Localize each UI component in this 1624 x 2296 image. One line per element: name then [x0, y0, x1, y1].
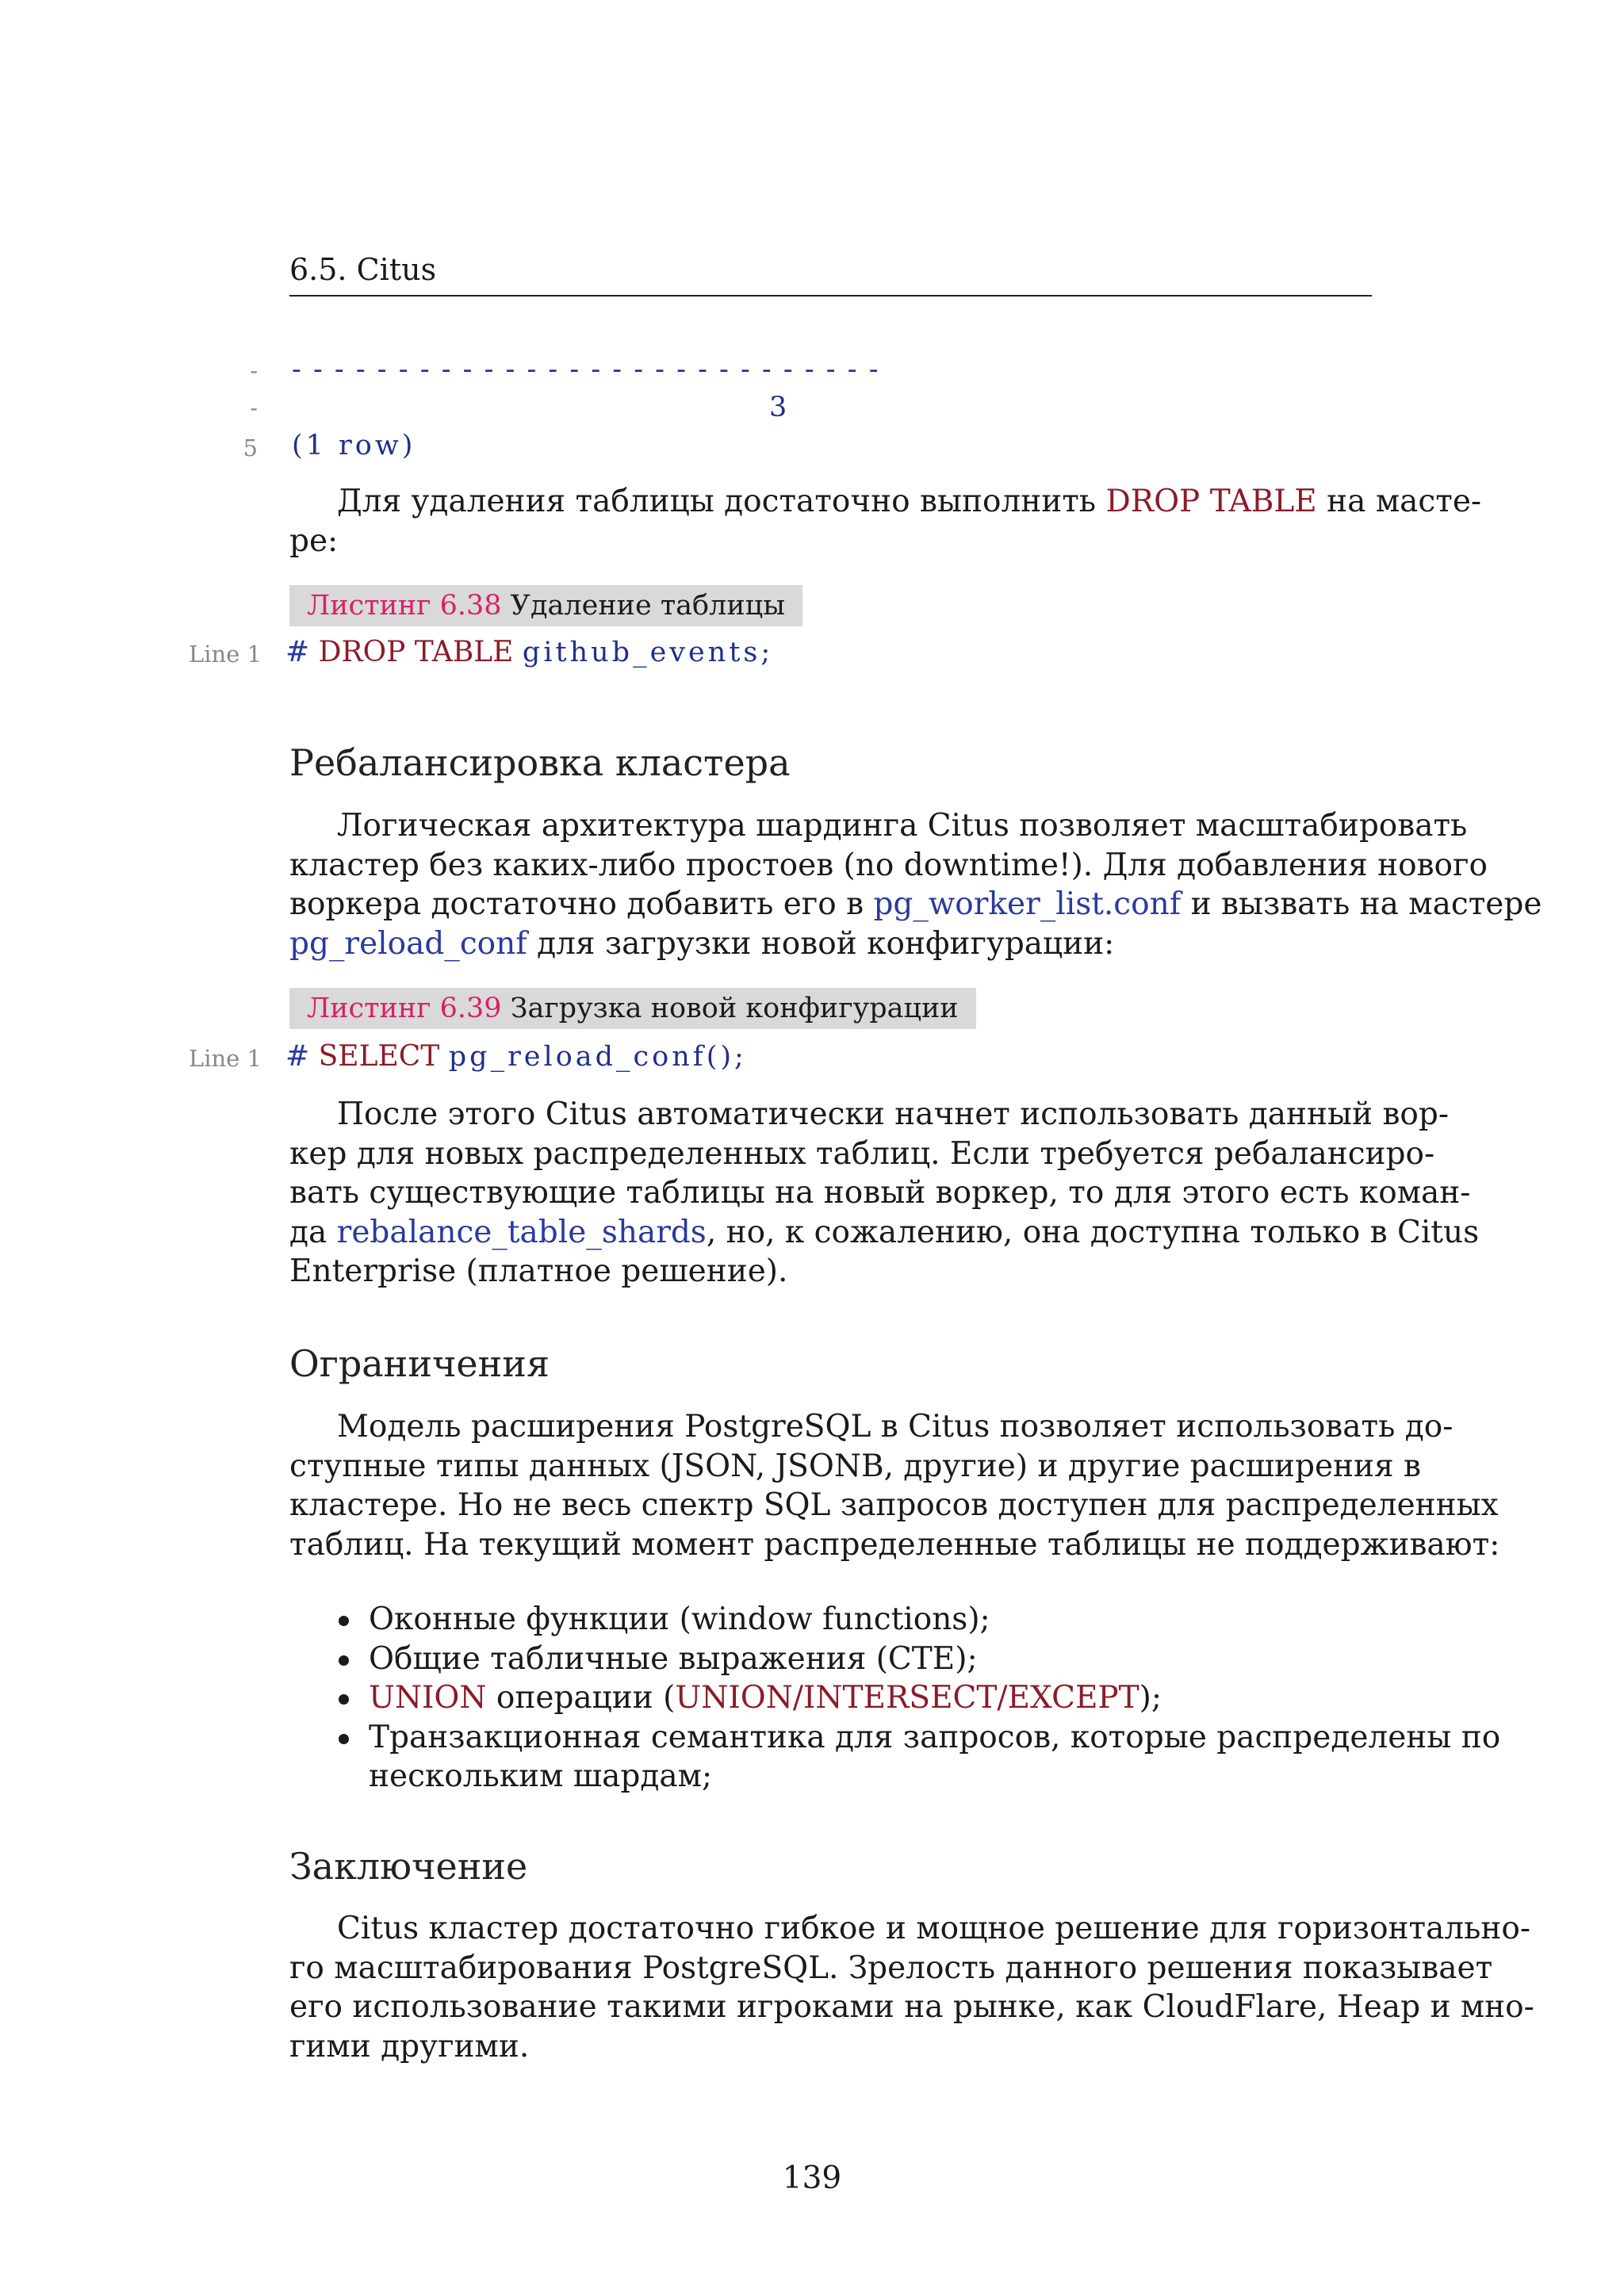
listing-label: Листинг 6.39	[307, 993, 502, 1024]
code-line-select-reload: # SELECT pg_reload_conf();	[285, 1040, 747, 1073]
paragraph-conclusion: Citus кластер достаточно гибкое и мощное решение для горизонтально- го масштабирования PostgreSQL. Зрелость данного решения показывает его использование такими игроками на рынке, как CloudFlare, Heap и мно- гими другими.	[289, 1911, 1534, 2064]
list-item: Оконные функции (window functions);	[289, 1600, 1372, 1640]
listing-label: Листинг 6.38	[307, 590, 502, 622]
inline-code-drop-table: DROP TABLE	[1105, 484, 1317, 519]
gutter-line-number: 5	[243, 434, 258, 461]
section-heading-rebalance: Ребалансировка кластера	[289, 741, 791, 784]
code-line-drop-table: # DROP TABLE github_events;	[285, 636, 774, 668]
header-rule	[289, 295, 1372, 297]
bullet-icon	[339, 1694, 349, 1705]
list-item: UNION операции (UNION/INTERSECT/EXCEPT);	[289, 1678, 1372, 1718]
ref-pg-reload-conf[interactable]: pg_reload_conf	[289, 925, 527, 962]
result-value: 3	[769, 392, 791, 423]
running-header-title: 6.5. Citus	[289, 252, 437, 287]
section-heading-limits: Ограничения	[289, 1342, 550, 1385]
paragraph-drop-table: Для удаления таблицы достаточно выполнить DROP TABLE на масте- ре:	[289, 484, 1482, 559]
bullet-icon	[339, 1734, 349, 1744]
code-gutter-line-1: Line 1	[188, 641, 262, 668]
listing-caption-6-38: Листинг 6.38 Удаление таблицы	[289, 585, 802, 626]
gutter-dash: -	[250, 357, 258, 384]
paragraph-limits: Модель расширения PostgreSQL в Citus позволяет использовать до- ступные типы данных (JSON, JSONB, другие) и другие расширения в кластере. Но не весь спектр SQL запросов доступен для распределенных таблиц. На текущий момент распределенные таблицы не поддерживают:	[289, 1409, 1500, 1563]
paragraph-rebalance: Логическая архитектура шардинга Citus позволяет масштабировать кластер без каких-либо простоев (no downtime!). Для добавления нового воркера достаточно добавить его в pg_worker_list.conf и вызвать на мастере pg_reload_conf для загрузки новой конфигурации:	[289, 808, 1542, 962]
code-gutter-line-1: Line 1	[188, 1045, 262, 1072]
list-item: Общие табличные выражения (CTE);	[289, 1640, 1372, 1679]
paragraph-after-reload: После этого Citus автоматически начнет использовать данный вор- кер для новых распределенных таблиц. Если требуется ребалансиро- вать существующие таблицы на новый воркер, то для этого есть коман- да rebalance_table_shards, но, к сожалению, она доступна только в Citus Enterprise (платное решение).	[289, 1096, 1480, 1289]
unsupported-features-list	[289, 1600, 1501, 1797]
section-heading-conclusion: Заключение	[289, 1845, 528, 1888]
bullet-icon	[339, 1655, 349, 1666]
gutter-dash: -	[250, 394, 258, 421]
listing-caption-6-39: Листинг 6.39 Загрузка новой конфигурации	[289, 988, 976, 1029]
ref-pg-worker-list-conf[interactable]: pg_worker_list.conf	[873, 886, 1182, 922]
ref-rebalance-table-shards[interactable]: rebalance_table_shards	[336, 1214, 707, 1250]
page-number: 139	[782, 2160, 842, 2196]
result-row-count: (1 row)	[292, 430, 416, 461]
bullet-icon	[339, 1616, 349, 1626]
list-item: Транзакционная семантика для запросов, которые распределены по нескольким шардам;	[289, 1718, 1372, 1797]
result-separator: - - - - - - - - - - - - - - - - - - - - - - - - - - - -	[292, 354, 880, 385]
